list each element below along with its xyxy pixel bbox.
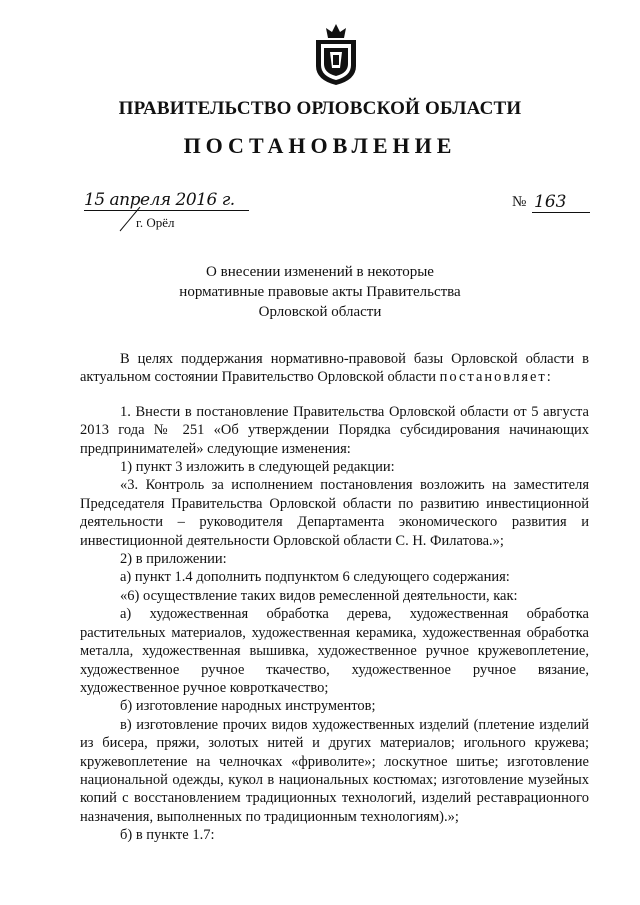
subject-line: О внесении изменений в некоторые — [206, 264, 434, 280]
body-paragraph: б) в пункте 1.7: — [120, 827, 215, 844]
body-paragraph: б) изготовление народных инструментов; — [120, 698, 376, 715]
preamble-resolves: постановляет: — [439, 369, 553, 386]
preamble-paragraph — [80, 350, 589, 387]
date-underline — [84, 210, 249, 211]
number-sign: № — [512, 194, 527, 210]
preamble-text: В целях поддержания нормативно-правовой базы Орловской области в актуальном состоянии Правительство Орловской области — [80, 351, 589, 386]
body-paragraph: «3. Контроль за исполнением постановления возложить на заместителя Председателя Правительства Орловской области по развитию инвестиционной деятельности – руководителя Департамента экономического развития и инвестиционной деятельности Орловской области С. Н. Филатова.»; — [80, 477, 589, 549]
body-paragraph: а) художественная обработка дерева, художественная обработка растительных материалов, художественная керамика, художественная обработка металла, художественная вышивка, художественное ручное кружевоплетение, художественное ручное ткачество, художественное ручное вязание, художественное ручное ковроткачество; — [80, 606, 589, 696]
subject-line: нормативные правовые акты Правительства — [179, 284, 461, 300]
subject-line: Орловской области — [258, 304, 382, 320]
date-field — [84, 190, 249, 214]
body-paragraph: «6) осуществление таких видов ремесленной деятельности, как: — [120, 587, 518, 604]
body-paragraph: 1. Внести в постановление Правительства Орловской области от 5 августа 2013 года № 251 «Об утверждении Порядка субсидирования начинающих предпринимателей» следующие изменения: — [80, 403, 589, 457]
document-body — [80, 350, 589, 845]
handwritten-number: 163 — [534, 192, 567, 212]
body-paragraph: а) пункт 1.4 дополнить подпунктом 6 следующего содержания: — [120, 569, 510, 586]
document-number-field — [512, 192, 590, 216]
body-paragraph: в) изготовление прочих видов художественных изделий (плетение изделий из бисера, пряжи, золотых нитей и других материалов; игольного кружева; кружевоплетение на челночках «фриволите»; лоскутное шитье; изготовление национальной одежды, кукол в национальных костюмах; изготовление музейных копий с восстановлением традиционных технологий, изделий реставрационного назначения, выполненных по традиционным технологиям).»; — [80, 716, 589, 825]
document-type-title: ПОСТАНОВЛЕНИЕ — [183, 133, 457, 158]
body-paragraph: 2) в приложении: — [120, 551, 227, 568]
government-name: ПРАВИТЕЛЬСТВО ОРЛОВСКОЙ ОБЛАСТИ — [118, 98, 522, 119]
city-label: г. Орёл — [136, 215, 175, 230]
handwritten-date: 15 апреля 2016 г. — [84, 190, 235, 210]
number-underline — [532, 212, 590, 213]
body-paragraph: 1) пункт 3 изложить в следующей редакции: — [120, 459, 395, 476]
orel-region-coat-of-arms-icon — [312, 22, 360, 86]
document-subject — [0, 262, 640, 322]
